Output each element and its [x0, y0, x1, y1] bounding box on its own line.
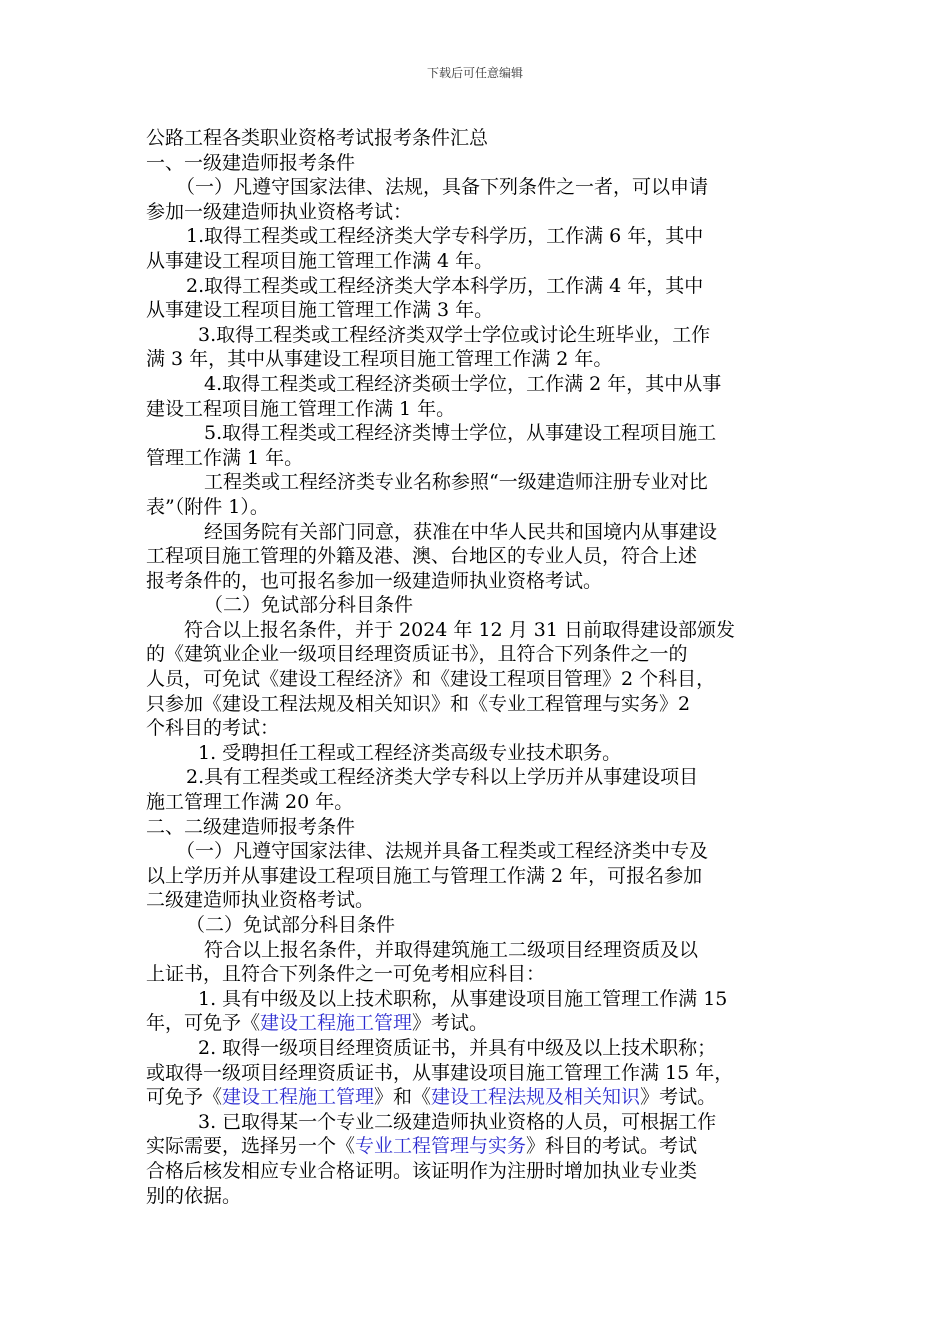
text: 年，可免予《 [146, 1012, 261, 1035]
list-item: 4.取得工程类或工程经济类硕士学位，工作满 2 年，其中从事 [204, 372, 722, 395]
list-item: 从事建设工程项目施工管理工作满 4 年。 [146, 249, 494, 272]
text: 》科目的考试。考试 [526, 1135, 698, 1158]
subsection-heading: （二）免试部分科目条件 [186, 914, 396, 936]
text: 可免予《 [146, 1086, 223, 1109]
list-item: 5.取得工程类或工程经济类博士学位，从事建设工程项目施工 [204, 422, 717, 445]
section-heading: 一、一级建造师报考条件 [146, 151, 356, 174]
list-item: 1. 具有中级及以上技术职称，从事建设项目施工管理工作满 15 [198, 987, 728, 1010]
paragraph-line: 工程项目施工管理的外籍及港、澳、台地区的专业人员，符合上述 [146, 545, 698, 568]
paragraph-line: 只参加《建设工程法规及相关知识》和《专业工程管理与实务》2 [146, 692, 691, 715]
paragraph-line: 二级建造师执业资格考试。 [146, 889, 375, 912]
list-item [146, 1134, 816, 1159]
paragraph-line: 表”（附件 1）。 [146, 495, 269, 518]
paragraph-line: 报考条件的，也可报名参加一级建造师执业资格考试。 [146, 569, 603, 592]
paragraph-line: （一）凡遵守国家法律、法规并具备工程类或工程经济类中专及 [176, 840, 709, 863]
link-construction-law[interactable]: 建设工程法规及相关知识 [431, 1086, 641, 1109]
list-item: 建设工程项目施工管理工作满 1 年。 [146, 397, 456, 420]
section-heading: 二、二级建造师报考条件 [146, 815, 356, 838]
list-item [146, 1085, 816, 1110]
list-item: 2.具有工程类或工程经济类大学专科以上学历并从事建设项目 [186, 766, 699, 789]
list-item: 满 3 年，其中从事建设工程项目施工管理工作满 2 年。 [146, 348, 613, 371]
paragraph-line: （一）凡遵守国家法律、法规，具备下列条件之一者，可以申请 [176, 176, 709, 199]
link-professional-practice[interactable]: 专业工程管理与实务 [355, 1135, 527, 1158]
paragraph-line: 符合以上报名条件，并取得建筑施工二级项目经理资质及以 [204, 938, 699, 961]
page-header: 下载后可任意编辑 [426, 66, 523, 80]
list-item [146, 1011, 816, 1036]
list-item: 1. 受聘担任工程或工程经济类高级专业技术职务。 [198, 741, 622, 764]
link-construction-management[interactable]: 建设工程施工管理 [222, 1086, 375, 1109]
document-body [146, 126, 816, 1208]
list-item: 合格后核发相应专业合格证明。该证明作为注册时增加执业专业类 [146, 1159, 698, 1182]
link-construction-management[interactable]: 建设工程施工管理 [260, 1012, 413, 1035]
list-item: 3. 已取得某一个专业二级建造师执业资格的人员，可根据工作 [198, 1110, 717, 1133]
subsection-heading: （二）免试部分科目条件 [204, 594, 414, 617]
list-item: 2.取得工程类或工程经济类大学本科学历，工作满 4 年，其中 [186, 274, 704, 297]
list-item: 或取得一级项目经理资质证书，从事建设项目施工管理工作满 15 年， [146, 1061, 734, 1084]
list-item: 管理工作满 1 年。 [146, 446, 304, 469]
paragraph-line: 个科目的考试： [146, 717, 280, 740]
list-item: 1.取得工程类或工程经济类大学专科学历，工作满 6 年，其中 [186, 225, 704, 248]
list-item: 施工管理工作满 20 年。 [146, 791, 354, 814]
paragraph-line: 上证书，且符合下列条件之一可免考相应科目： [146, 963, 546, 986]
text: 》考试。 [412, 1012, 489, 1035]
text: 》考试。 [640, 1086, 717, 1109]
list-item: 2. 取得一级项目经理资质证书，并具有中级及以上技术职称； [198, 1036, 717, 1059]
list-item: 从事建设工程项目施工管理工作满 3 年。 [146, 299, 494, 322]
paragraph-line: 以上学历并从事建设工程项目施工与管理工作满 2 年，可报名参加 [146, 864, 703, 887]
list-item: 别的依据。 [146, 1184, 242, 1207]
paragraph-line: 经国务院有关部门同意，获准在中华人民共和国境内从事建设 [204, 520, 718, 543]
paragraph-line: 工程类或工程经济类专业名称参照“一级建造师注册专业对比 [204, 471, 708, 494]
text: 实际需要，选择另一个《 [146, 1135, 356, 1158]
text: 》和《 [374, 1086, 432, 1109]
document-title: 公路工程各类职业资格考试报考条件汇总 [146, 127, 489, 149]
list-item: 3.取得工程类或工程经济类双学士学位或讨论生班毕业，工作 [198, 323, 711, 346]
paragraph-line: 的《建筑业企业一级项目经理资质证书》，且符合下列条件之一的 [146, 643, 688, 666]
paragraph-line: 人员，可免试《建设工程经济》和《建设工程项目管理》2 个科目， [146, 668, 716, 691]
paragraph-line: 参加一级建造师执业资格考试： [146, 200, 413, 223]
paragraph-line: 符合以上报名条件，并于 2024 年 12 月 31 日前取得建设部颁发 [184, 618, 735, 641]
